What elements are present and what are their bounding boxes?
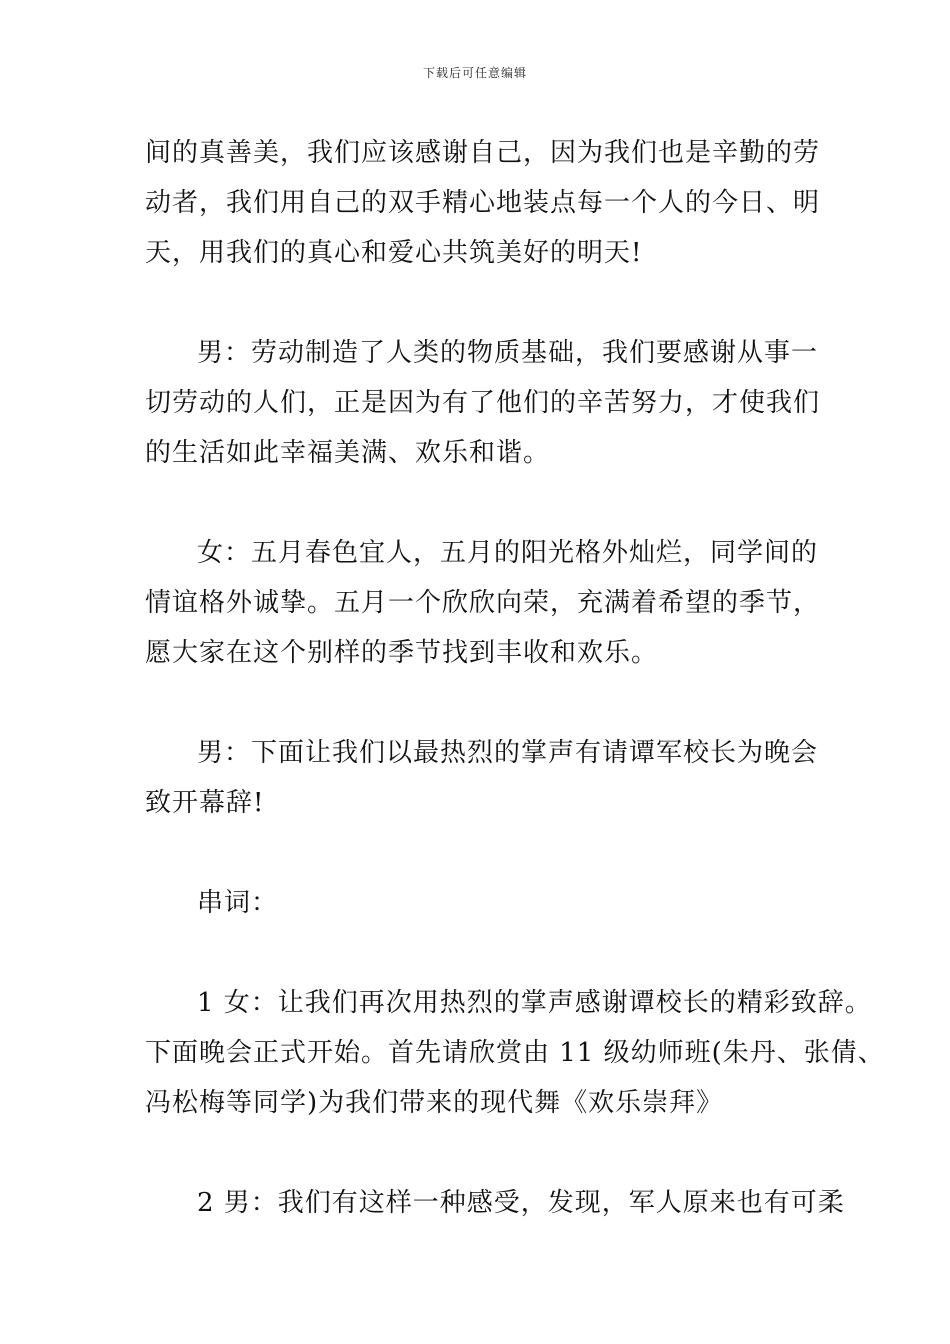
text-line: 致开幕辞! — [145, 788, 265, 818]
paragraph — [145, 728, 835, 828]
text-line: 天，用我们的真心和爱心共筑美好的明天! — [145, 238, 643, 268]
text-line: 男：下面让我们以最热烈的掌声有请谭军校长为晚会 — [197, 738, 819, 768]
paragraph — [145, 328, 835, 478]
text-line: 动者，我们用自己的双手精心地装点每一个人的今日、明 — [145, 188, 821, 218]
paragraph — [145, 128, 835, 278]
text-line: 男：劳动制造了人类的物质基础，我们要感谢从事一 — [197, 338, 819, 368]
text-line: 女：五月春色宜人，五月的阳光格外灿烂，同学间的 — [197, 538, 819, 568]
text-line: 愿大家在这个别样的季节找到丰收和欢乐。 — [145, 638, 659, 668]
text-line: 串词： — [197, 888, 279, 918]
text-line: 2 男：我们有这样一种感受，发现，军人原来也有可柔 — [197, 1188, 845, 1218]
paragraph — [145, 528, 835, 678]
text-line: 情谊格外诚挚。五月一个欣欣向荣，充满着希望的季节， — [145, 588, 821, 618]
document-body — [145, 128, 885, 1228]
paragraph — [145, 978, 885, 1128]
paragraph — [145, 1178, 845, 1228]
text-line: 切劳动的人们，正是因为有了他们的辛苦努力，才使我们 — [145, 388, 821, 418]
text-line: 1 女：让我们再次用热烈的掌声感谢谭校长的精彩致辞。 — [197, 988, 872, 1018]
text-line: 间的真善美，我们应该感谢自己，因为我们也是辛勤的劳 — [145, 138, 821, 168]
text-line: 下面晚会正式开始。首先请欣赏由 11 级幼师班(朱丹、张倩、 — [145, 1038, 885, 1068]
page-header: 下载后可任意编辑 — [422, 66, 527, 80]
text-line: 的生活如此幸福美满、欢乐和谐。 — [145, 438, 551, 468]
section-heading — [145, 878, 835, 928]
text-line: 冯松梅等同学)为我们带来的现代舞《欢乐崇拜》 — [145, 1088, 724, 1118]
